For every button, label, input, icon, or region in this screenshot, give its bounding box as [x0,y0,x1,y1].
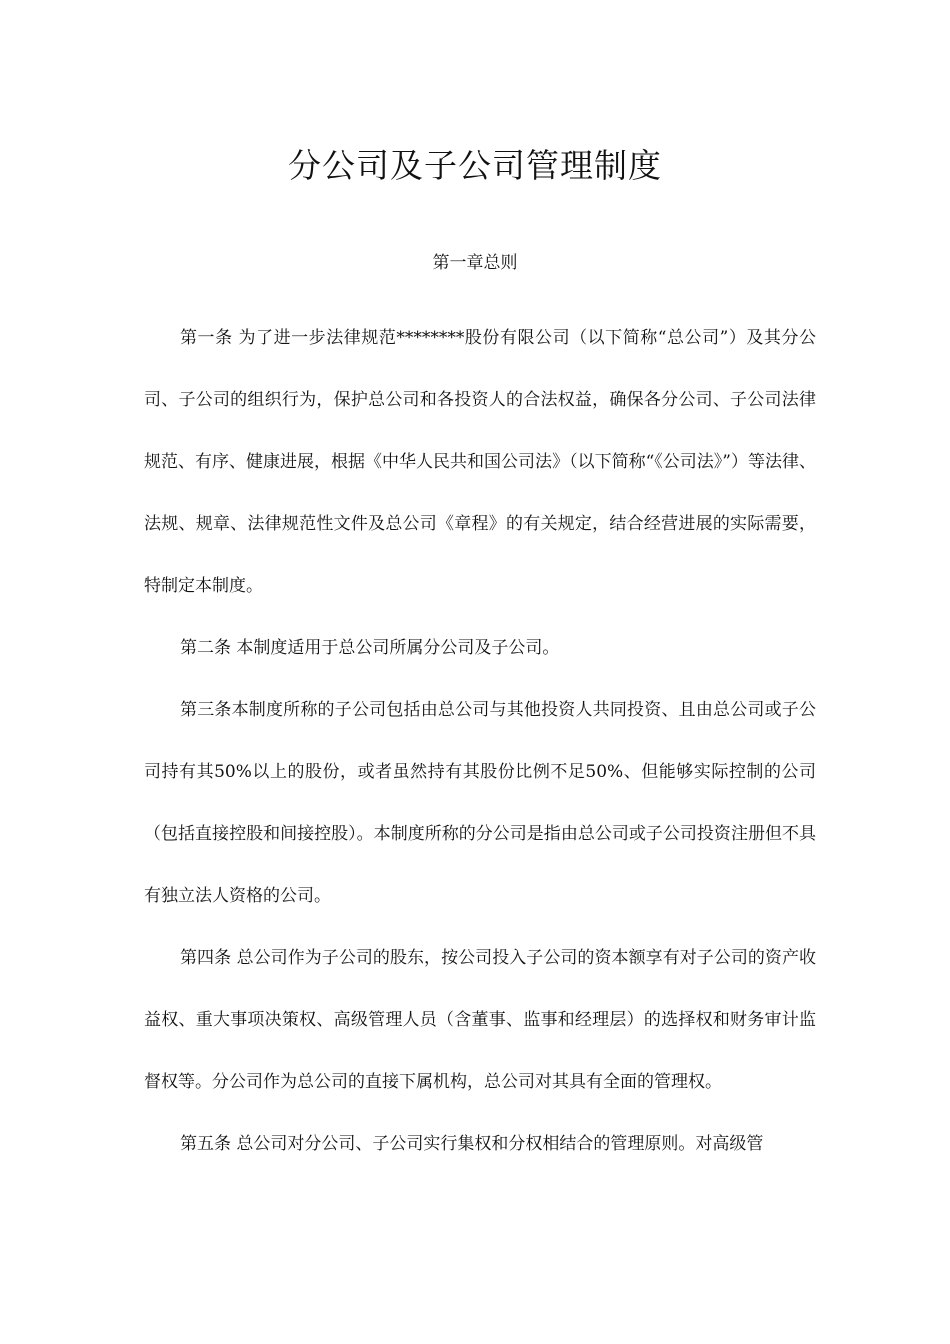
article-2: 第二条 本制度适用于总公司所属分公司及子公司。 [180,638,560,658]
article-1: 第一条 为了进一步法律规范********股份有限公司（以下简称“总公司”）及其分公司、子公司的组织行为，保护总公司和各投资人的合法权益，确保各分公司、子公司法律规范、有序、健康进展，根据《中华人民共和国公司法》（以下简称“《公司法》”）等法律、法规、规章、法律规范性文件及总公司《章程》的有关规定，结合经营进展的实际需要，特制定本制度。 [144,328,816,596]
article-4: 第四条 总公司作为子公司的股东，按公司投入子公司的资本额享有对子公司的资产收益权、重大事项决策权、高级管理人员（含董事、监事和经理层）的选择权和财务审计监督权等。分公司作为总公司的直接下属机构，总公司对其具有全面的管理权。 [144,948,816,1092]
document-body [144,307,816,1175]
chapter-heading: 第一章总则 [432,253,518,273]
document-title: 分公司及子公司管理制度 [288,146,662,185]
article-5: 第五条 总公司对分公司、子公司实行集权和分权相结合的管理原则。对高级管 [180,1134,764,1154]
article-3: 第三条本制度所称的子公司包括由总公司与其他投资人共同投资、且由总公司或子公司持有其50%以上的股份，或者虽然持有其股份比例不足50%、但能够实际控制的公司（包括直接控股和间接控股）。本制度所称的分公司是指由总公司或子公司投资注册但不具有独立法人资格的公司。 [144,700,816,906]
